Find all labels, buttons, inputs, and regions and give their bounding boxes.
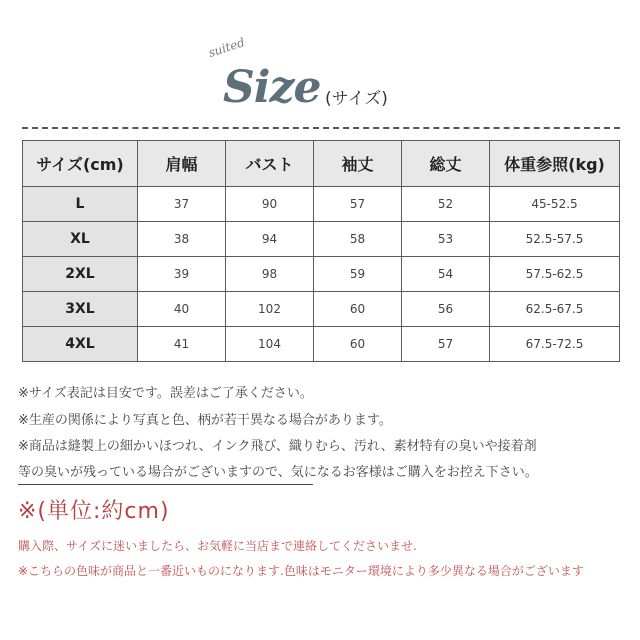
cell-weight: 57.5-62.5 (490, 257, 620, 292)
cell-shoulder: 39 (138, 257, 226, 292)
cell-sleeve: 59 (314, 257, 402, 292)
unit-label: ※(単位:約cm) (18, 499, 170, 524)
cell-length: 52 (402, 187, 490, 222)
row-size: XL (23, 222, 138, 257)
cell-shoulder: 38 (138, 222, 226, 257)
table-row (23, 292, 620, 327)
header-shoulder: 肩幅 (138, 141, 226, 187)
dashed-divider (22, 127, 620, 129)
header-bust: バスト (226, 141, 314, 187)
cell-weight: 45-52.5 (490, 187, 620, 222)
logo-script-text: suited (206, 35, 247, 60)
cell-bust: 104 (226, 327, 314, 362)
header-sleeve: 袖丈 (314, 141, 402, 187)
cell-weight: 52.5-57.5 (490, 222, 620, 257)
cell-sleeve: 58 (314, 222, 402, 257)
row-size: 3XL (23, 292, 138, 327)
cell-shoulder: 41 (138, 327, 226, 362)
note-color-variance: ※生産の関係により写真と色、柄が若干異なる場合があります。 (18, 413, 392, 428)
cell-shoulder: 37 (138, 187, 226, 222)
cell-sleeve: 60 (314, 292, 402, 327)
table-row (23, 187, 620, 222)
logo-size-word: Size (223, 62, 321, 113)
cell-length: 57 (402, 327, 490, 362)
note-underline (18, 484, 313, 485)
header-weight: 体重参照(kg) (490, 141, 620, 187)
cell-bust: 102 (226, 292, 314, 327)
note-defects: ※商品は縫製上の細かいほつれ、インク飛び、織りむら、汚れ、素材特有の臭いや接着剤 (18, 439, 537, 454)
cell-length: 53 (402, 222, 490, 257)
size-table (22, 140, 620, 362)
logo-subtitle: (サイズ) (325, 89, 388, 109)
cell-sleeve: 57 (314, 187, 402, 222)
note-size-guide: ※サイズ表記は目安です。誤差はご了承ください。 (18, 386, 313, 401)
cell-weight: 62.5-67.5 (490, 292, 620, 327)
row-size: 4XL (23, 327, 138, 362)
row-size: L (23, 187, 138, 222)
note-odor: 等の臭いが残っている場合がございますので、気になるお客様はご購入をお控え下さい。 (18, 465, 538, 480)
cell-length: 54 (402, 257, 490, 292)
row-size: 2XL (23, 257, 138, 292)
cell-weight: 67.5-72.5 (490, 327, 620, 362)
cell-bust: 98 (226, 257, 314, 292)
cell-sleeve: 60 (314, 327, 402, 362)
color-note: ※こちらの色味が商品と一番近いものになります.色味はモニター環境により多少異なる場合がございます (18, 564, 584, 578)
table-header-row (23, 141, 620, 187)
table-row (23, 327, 620, 362)
table-row (23, 222, 620, 257)
cell-shoulder: 40 (138, 292, 226, 327)
header-length: 総丈 (402, 141, 490, 187)
cell-length: 56 (402, 292, 490, 327)
table-row (23, 257, 620, 292)
header-size: サイズ(cm) (23, 141, 138, 187)
contact-note: 購入際、サイズに迷いましたら、お気軽に当店まで連絡してくださいませ. (18, 539, 417, 553)
cell-bust: 90 (226, 187, 314, 222)
size-logo (205, 35, 445, 114)
cell-bust: 94 (226, 222, 314, 257)
